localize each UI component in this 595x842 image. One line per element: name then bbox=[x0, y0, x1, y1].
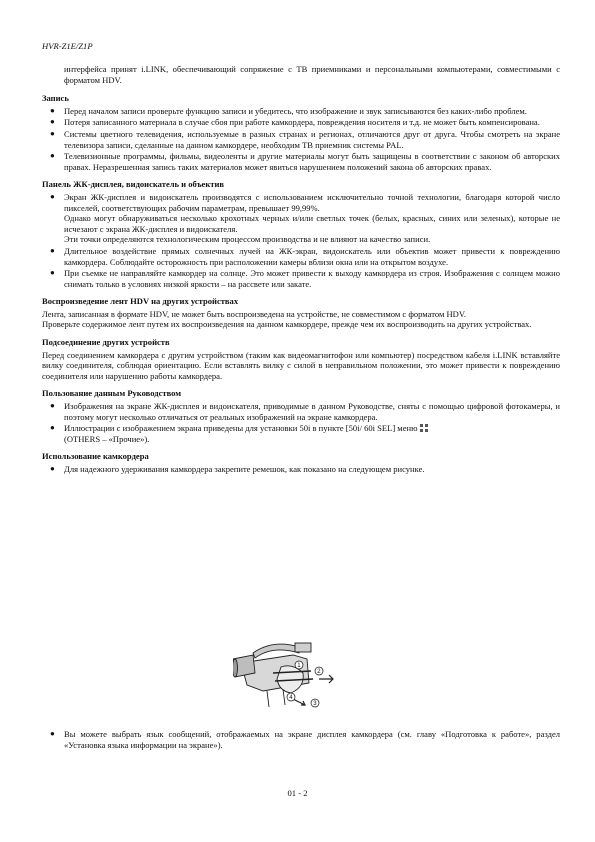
lcd-list bbox=[42, 192, 560, 289]
list-item: ● Потеря записанного материала в случае сбоя при работе камкордера, повреждения носителя и т.д. не может быть компенсирована. bbox=[50, 117, 540, 128]
section-hdv bbox=[42, 296, 560, 330]
use-list bbox=[42, 464, 560, 475]
page-number: 01 - 2 bbox=[287, 788, 308, 798]
bullet-icon: ● bbox=[50, 423, 55, 433]
intro-paragraph: интерфейса принят i.LINK, обеспечивающий сопряжение с ТВ приемниками и персональными компьютерами, совместимыми с форматом HDV. bbox=[64, 64, 560, 85]
callout-1: 1 bbox=[297, 663, 301, 670]
list-item: ● Телевизионные программы, фильмы, видеоленты и другие материалы могут быть защищены в соответствии с законом об авторских правах. Неразрешенная запись таких материалов может явиться нарушением положений закона об авторских правах. bbox=[50, 151, 560, 172]
hdv-paragraph-1: Лента, записанная в формате HDV, не может быть воспроизведена на устройстве, не совместимом с форматом HDV. bbox=[42, 308, 467, 319]
bullet-icon: ● bbox=[50, 105, 55, 115]
section-lcd bbox=[42, 179, 560, 289]
language-note bbox=[42, 729, 560, 751]
callout-4: 4 bbox=[289, 695, 293, 702]
camcorder-strap-illustration bbox=[233, 633, 343, 713]
connect-paragraph: Перед соединением камкордера с другим устройством (таким как видеомагнитофон или компьютер) посредством кабеля i.LINK вставляйте вилку соединителя, соблюдая ориентацию. Если вставлять вилку с силой в неправильном положении, это может привести к повреждению соединителя или нарушению работы камкордера. bbox=[42, 349, 560, 381]
section-title-connect: Подсоединение других устройств bbox=[42, 337, 170, 348]
bullet-icon: ● bbox=[50, 117, 55, 127]
list-item: ● Системы цветного телевидения, используемые в разных странах и регионах, отличаются друг от друга. Чтобы смотреть на экране телевизора записи, сделанные на данном камкордере, необходим ТВ приемник системы PAL. bbox=[50, 128, 560, 150]
section-manual bbox=[42, 388, 560, 444]
callout-3: 3 bbox=[313, 701, 317, 708]
callout-2: 2 bbox=[317, 669, 321, 676]
bullet-icon: ● bbox=[50, 245, 55, 255]
section-title-hdv: Воспроизведение лент HDV на других устройствах bbox=[42, 296, 239, 307]
list-item: ● Вы можете выбрать язык сообщений, отображаемых на экране дисплея камкордера (см. главу «Подготовка к работе», раздел «Установка языка информации на экране»). bbox=[50, 729, 560, 750]
hdv-paragraph-2: Проверьте содержимое лент путем их воспроизведения на данном камкордере, прежде чем их воспроизводить на других устройствах. bbox=[42, 319, 532, 330]
section-use bbox=[42, 451, 560, 474]
list-item: ● Длительное воздействие прямых солнечных лучей на ЖК-экран, видоискатель или объектив может привести к повреждению камкордера. Соблюдайте осторожность при расположении камеры вблизи окна или на открытом воздухе. bbox=[50, 245, 560, 267]
bullet-icon: ● bbox=[50, 464, 55, 473]
bullet-icon: ● bbox=[50, 268, 55, 278]
others-menu-icon bbox=[420, 424, 428, 432]
list-item: ● Экран ЖК-дисплея и видоискатель производятся с использованием исключительно точной технологии, благодаря которой число пикселей, соответствующих рабочим параметрам, превышает 99,99%. Однако могут обнаруживаться несколько крохотных черных и/или светлых точек (белых, красных, синих или зеленых), которые не исчезают с экрана ЖК-дисплея и видоискателя. Эти точки определяются технологическим процессом производства и не влияют на качество записи. bbox=[50, 191, 560, 245]
bullet-icon: ● bbox=[50, 729, 55, 738]
list-item: ● Перед началом записи проверьте функцию записи и убедитесь, что изображение и звук записываются без каких-либо проблем. bbox=[50, 105, 527, 116]
bullet-icon: ● bbox=[50, 151, 55, 161]
section-title-lcd: Панель ЖК-дисплея, видоискатель и объектив bbox=[42, 179, 225, 190]
list-item: ● Изображения на экране ЖК-дисплея и видоискателя, приводимые в данном Руководстве, сняты с помощью цифровой фотокамеры, и поэтому могут несколько отличаться от реальных изображений на экране камкордера. bbox=[50, 401, 560, 422]
list-item: ● При съемке не направляйте камкордер на солнце. Это может привести к выходу камкордера из строя. Изображения с солнцем можно снимать только в условиях низкой яркости – на рассвете или закате. bbox=[50, 268, 560, 289]
main-content bbox=[42, 64, 560, 476]
list-item: ● Для надежного удерживания камкордера закрепите ремешок, как показано на следующем рисунке. bbox=[50, 464, 425, 474]
bullet-icon: ● bbox=[50, 401, 55, 411]
bullet-icon: ● bbox=[50, 191, 55, 201]
section-title-use: Использование камкордера bbox=[42, 451, 149, 462]
manual-list bbox=[42, 401, 560, 444]
bullet-icon: ● bbox=[50, 128, 55, 138]
page-header: HVR-Z1E/Z1P bbox=[42, 41, 93, 51]
list-item: ● Иллюстрации с изображением экрана приведены для установки 50i в пункте [50i/ 60i SEL] меню (OTHERS – «Прочие»). bbox=[42, 423, 560, 444]
record-list bbox=[42, 106, 560, 173]
section-connect bbox=[42, 337, 560, 381]
section-title-record: Запись bbox=[42, 93, 69, 104]
section-title-manual: Пользование данным Руководством bbox=[42, 388, 182, 399]
section-record bbox=[42, 93, 560, 172]
